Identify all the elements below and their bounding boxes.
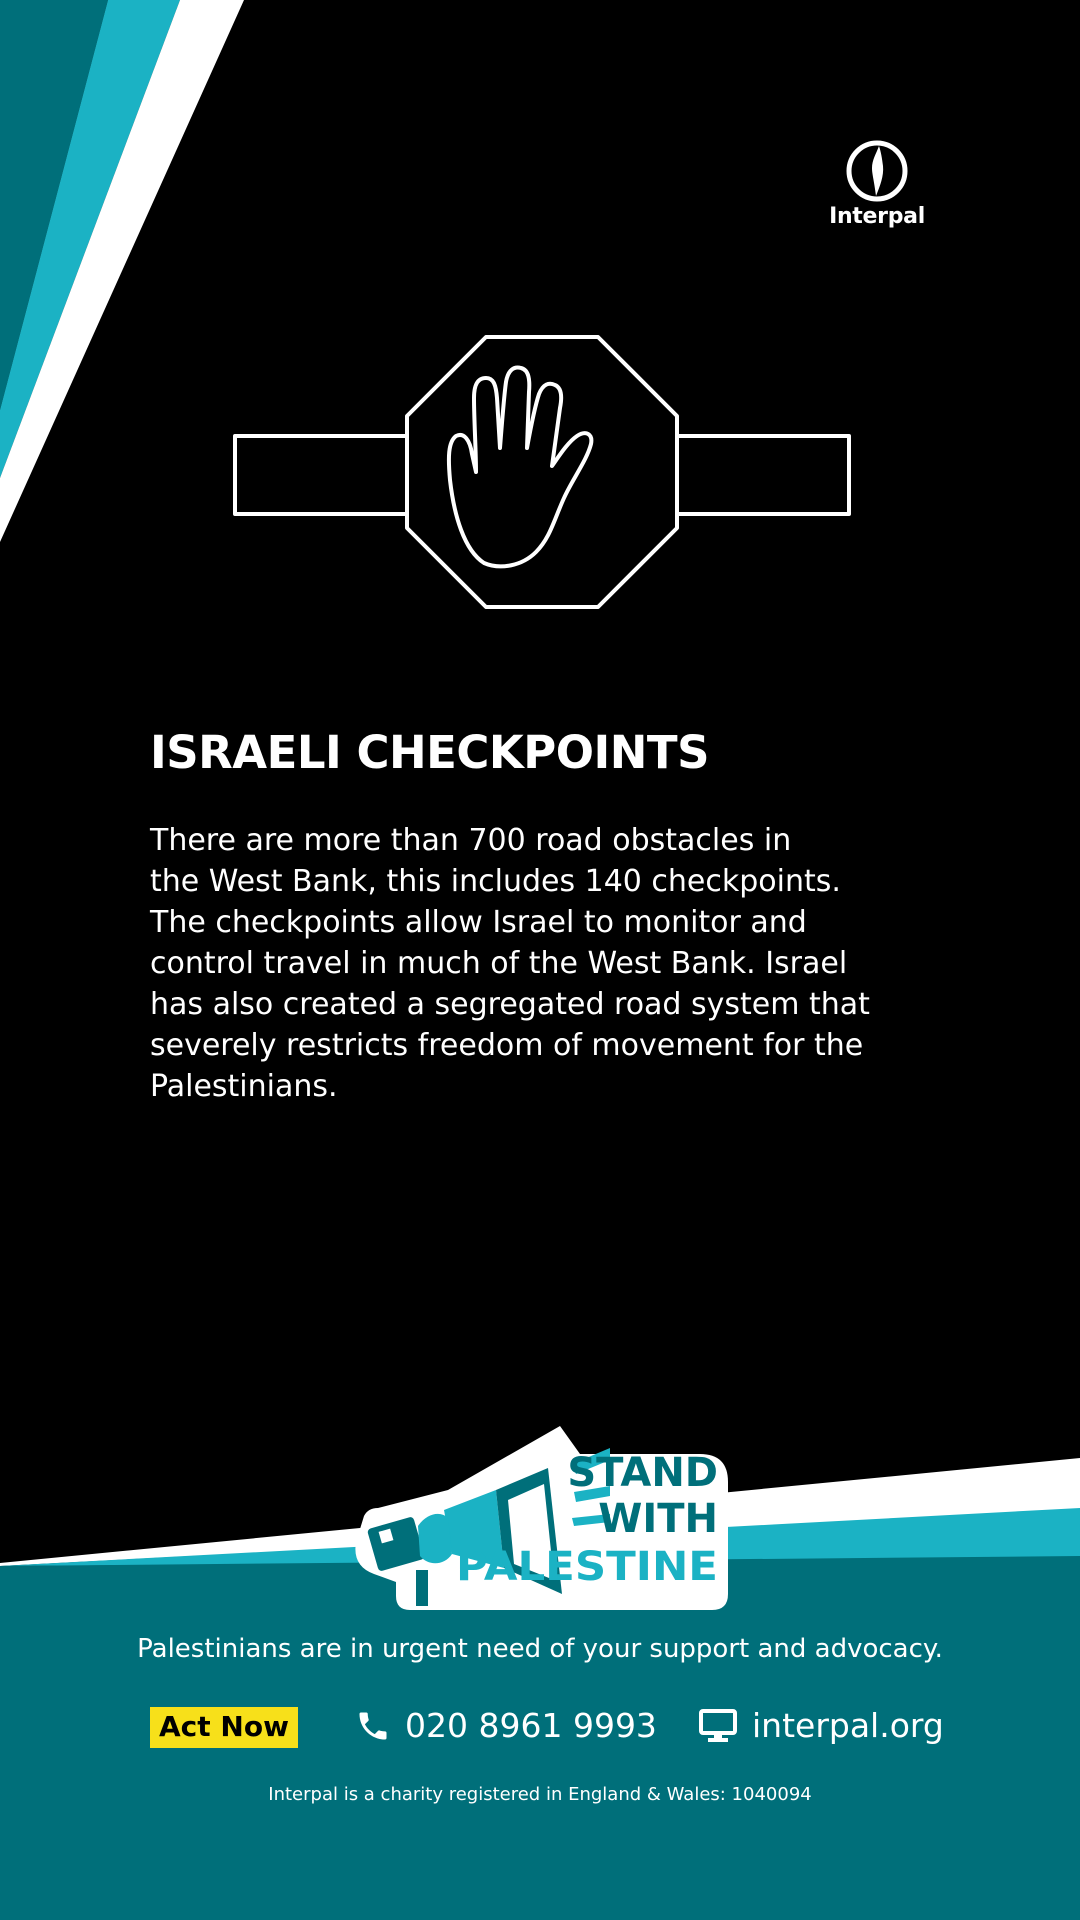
body-paragraph: There are more than 700 road obstacles in the West Bank, this includes 140 checkpoints. The checkpoints allow Israel to monitor and control travel in much of the West Bank. Israel has also created a segregated road system that severely restricts freedom of movement for the Palestinians.	[150, 823, 870, 1104]
barrier-right	[677, 436, 849, 514]
support-message: Palestinians are in urgent need of your support and advocacy.	[137, 1634, 943, 1664]
interpal-logo	[822, 140, 932, 229]
badge-line-stand: STAND	[567, 1450, 718, 1496]
monitor-icon	[698, 1708, 738, 1744]
logo-text: Interpal	[829, 204, 925, 229]
checkpoint-hand-stop-icon	[232, 330, 852, 615]
palestine-map-logo-icon	[845, 140, 909, 202]
phone-contact[interactable]	[355, 1704, 657, 1748]
page-title: ISRAELI CHECKPOINTS	[150, 726, 710, 779]
phone-number: 020 8961 9993	[405, 1706, 657, 1745]
contact-row	[150, 1704, 944, 1752]
stand-with-palestine-badge	[348, 1418, 734, 1618]
act-now-button[interactable]: Act Now	[150, 1707, 298, 1748]
phone-icon	[355, 1708, 391, 1744]
barrier-left	[235, 436, 407, 514]
website-url: interpal.org	[752, 1706, 944, 1745]
badge-line-with: WITH	[598, 1496, 718, 1542]
charity-registration: Interpal is a charity registered in England & Wales: 1040094	[268, 1784, 812, 1805]
website-contact[interactable]	[698, 1704, 944, 1748]
badge-line-palestine: PALESTINE	[456, 1544, 718, 1590]
